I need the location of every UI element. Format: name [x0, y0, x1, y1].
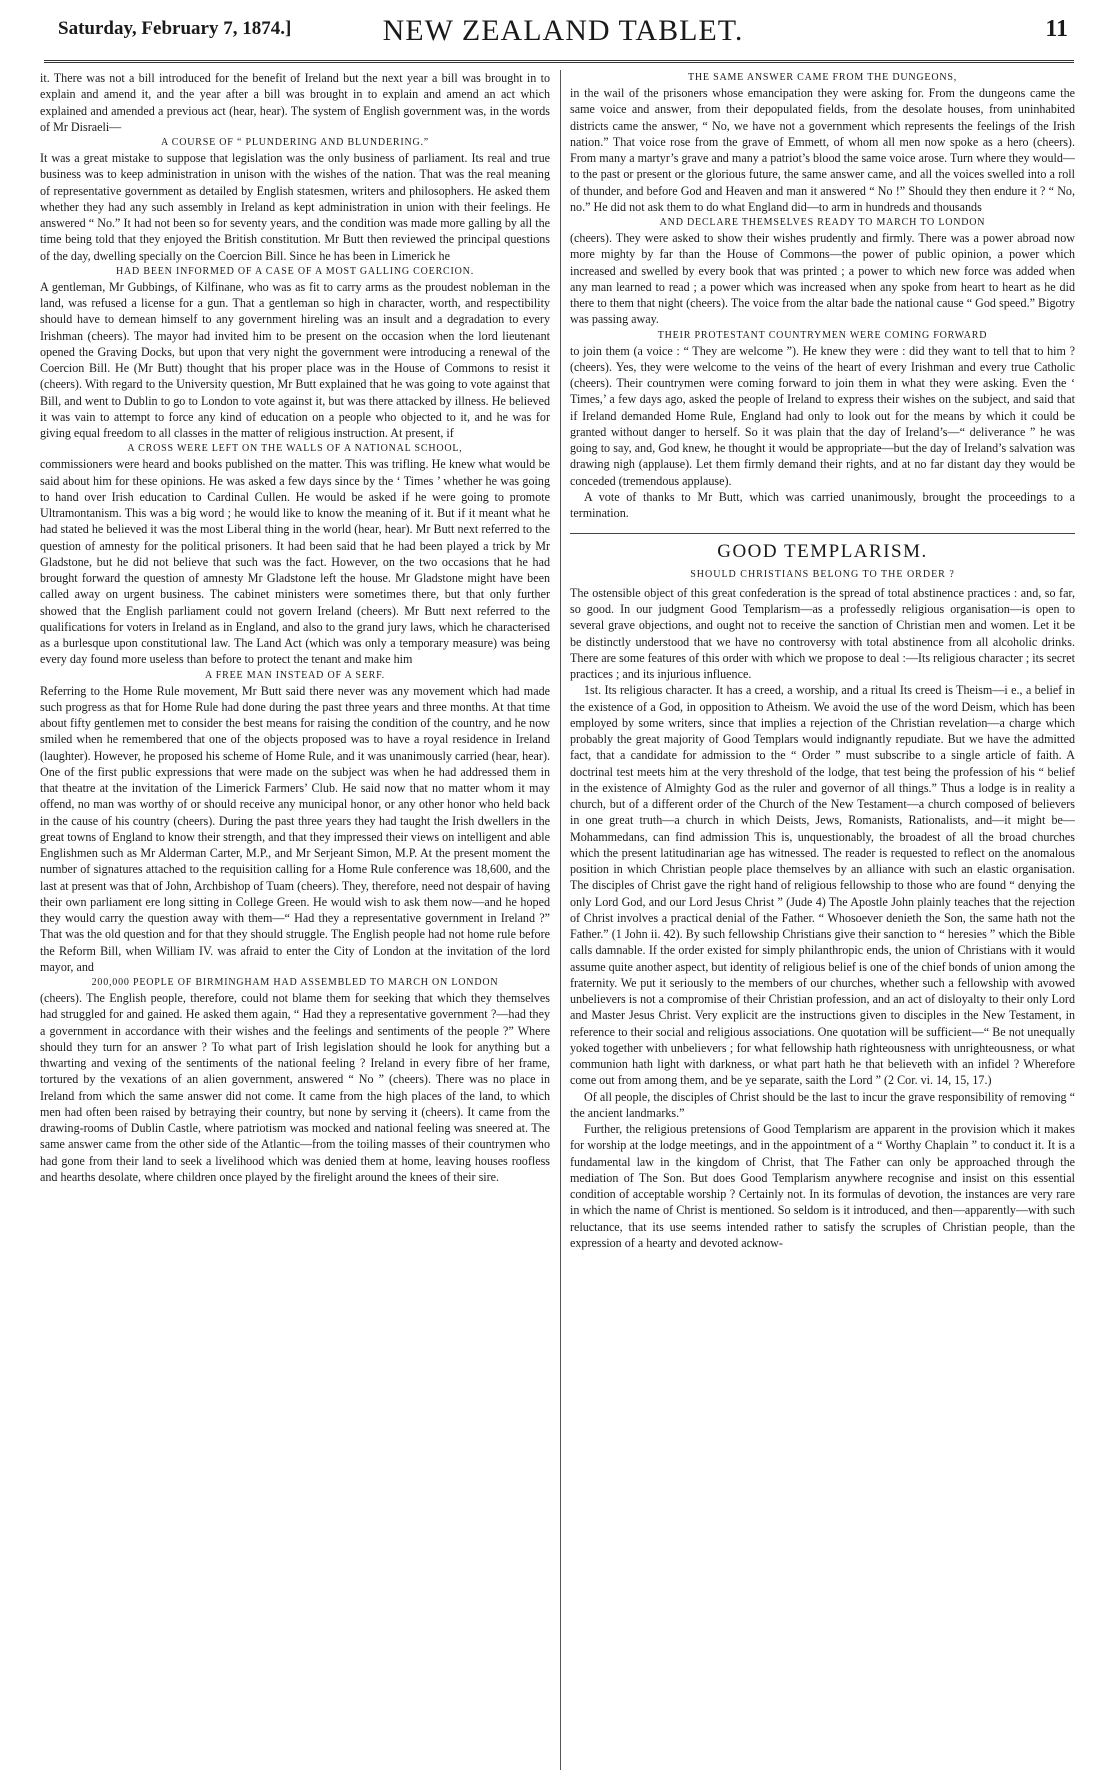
paragraph: A gentleman, Mr Gubbings, of Kilfinane, who was as fit to carry arms as the proudest nobleman in the land, was refused a license for a gun. That a gentleman so high in character, worth, and respectibility should have to demean himself to any government hireling was an insult and a degradation to every Irishman (cheers). The mayor had invited him to be present on the occasion when the lord lieutenant opened the Graving Docks, but upon that very night the government were introducing a renewal of the Coercion Bill. He (Mr Butt) thought that his proper place was in the House of Commons to resist it (cheers). With regard to the University question, Mr Butt explained that he was going to vote against that Bill, and went to Dublin to go to London to vote against it, but was there attacked by illness. He believed it was vain to attempt to force any kind of education on a people who objected to it, and he was for giving equal freedom to all classes in the matter of religious instruction. At present, if: [40, 279, 550, 440]
column-divider: [560, 70, 561, 1770]
paragraph: Further, the religious pretensions of Good Templarism are apparent in the provision which it makes for worship at the lodge meetings, and in the appointment of a “ Worthy Chaplain ” to conduct it. It is a fundamental law in the kingdom of Christ, that The Father can only be approached through the mediation of The Son. But does Good Templarism anywhere recognise and insist on this essential condition of acceptable worship ? Certainly not. In its formulas of devotion, the instances are very rare in which the name of Christ is mentioned. So seldom is it introduced, and then—apparently—with such reluctance, that its use seems intended rather to satisfy the scruples of Christian people, than the expression of a hearty and devoted acknow-: [570, 1122, 1075, 1250]
paragraph: commissioners were heard and books published on the matter. This was trifling. He knew what would be said about him for these opinions. He was asked a few days since by the ‘ Times ’ whether he was going to hand over Irish education to Cardinal Cullen. He would be asked if he were going to promote Ultramontanism. This was a big word ; he would like to know the meaning of it. But if it meant what he had stated he believed it was the most Liberal thing in the world (hear, hear). Mr Butt next referred to the question of amnesty for the political prisoners. It had been said that he had been played a trick by Mr Gladstone, but he did not believe that such was the fact. However, on the two occasions that he had brought forward the question of amnesty Mr Gladstone left the house. Mr Gladstone might have been called away on urgent business. The cabinet ministers were sometimes there, but that only further showed that the English parliament could not govern Ireland (cheers). Mr Butt next referred to the qualifications for voters in Ireland as in England, and also to the grand jury laws, which he characterised as a burlesque upon constitutional law. The Land Act (which was only a temporary measure) was being every day found more useless than before to protect the tenant and make him: [40, 457, 550, 667]
paragraph: it. There was not a bill introduced for the benefit of Ireland but the next year a bill was brought in to explain and amend it, and the year after a bill was brought in to explain and amend an act which explained and amended a previous act (hear, hear). The system of English government was, in the words of Mr Disraeli—: [40, 71, 550, 134]
left-column: [40, 70, 550, 1770]
section-subtitle: SHOULD CHRISTIANS BELONG TO THE ORDER ?: [690, 568, 955, 580]
masthead: [58, 14, 1068, 54]
paragraph: It was a great mistake to suppose that legislation was the only business of parliament. Its real and true business was to keep administration in unison with the wishes of the nation. That was the real meaning of representative government as detailed by English statesmen, writers and philosophers. He asked them whether they had any such assembly in Ireland as kept administration in union with their feelings. He answered “ No.” It had not been so for seventy years, and the condition was made more galling by all the time being told that they enjoyed the British constitution. Mr Butt then reviewed the principal questions of the day, dwelling specially on the Coercion Bill. Since he has been in Limerick he: [40, 151, 550, 263]
section-title: GOOD TEMPLARISM.: [570, 533, 1075, 560]
paragraph: Of all people, the disciples of Christ should be the last to incur the grave responsibility of removing “ the ancient landmarks.”: [570, 1089, 1075, 1120]
paragraph: (cheers). They were asked to show their wishes prudently and firmly. There was a power abroad now more mighty by far than the House of Commons—the power of public opinion, a power which increased and swelled by every book that was printed ; a power to which new force was added when any man learned to read ; a power which was increased when any spoke from heart to heart as he did there to them that night (cheers). The voice from the altar bade the national cause “ God speed.” Bigotry was passing away.: [570, 231, 1075, 327]
page-number: 11: [1045, 16, 1068, 42]
header-rule: [44, 60, 1074, 63]
paragraph: A vote of thanks to Mr Butt, which was carried unanimously, brought the proceedings to a termination.: [570, 489, 1075, 520]
subheading: A COURSE OF “ PLUNDERING AND BLUNDERING.”: [160, 137, 430, 148]
paragraph: Referring to the Home Rule movement, Mr Butt said there never was any movement which had made such progress as that for Home Rule had done during the past three years and three months. At that time about fifty gentlemen met to consider the best means for raising the condition of the country, and he now smiled when he remembered that one of the objects proposed was to have a royal residence in Ireland (laughter). However, he proposed his scheme of Home Rule, and it was unanimously carried (hear, hear). One of the first public expressions that were made on the subject was when he had addressed them in that theatre at the invitation of the Limerick Farmers’ Club. He said now that no matter whom it may offend, no man was worthy of or should receive any municipal honor, or any other honor who held back in the cause of his country (cheers). During the past three years they had taught the Irish dwellers in the great towns of England to know their strength, and that they impressed their views on intelligent and able Englishmen such as Mr Alderman Carter, M.P., and Mr Serjeant Simon, M.P. At the present moment the number of signatures attached to the requisition calling for a Home Rule conference was 18,600, and the last at present was that of John, Archbishop of Tuam (cheers). They, therefore, need not despair of having their own parliament ere long sitting in College Green. He would wish to ask them now—and he hoped they would carry the question away with them—“ Had they a representative government in Ireland ?” That was the old question and for that they should struggle. The English people had not home rule before the Reform Bill, when William IV. was afraid to enter the City of London at the invitation of the lord mayor, and: [40, 683, 550, 974]
right-column: [570, 70, 1075, 1770]
subheading: A CROSS WERE LEFT ON THE WALLS OF A NATIONAL SCHOOL,: [127, 443, 463, 455]
paragraph: The ostensible object of this great confederation is the spread of total abstinence practices : and, so far, so good. In our judgment Good Templarism—as a professedly religious organisation—is open to several grave objections, and ought not to receive the sanction of Christian men and women. Let it be be distinctly understood that we have no controversy with total abstinence from all alcoholic drinks. There are some features of this order with which we propose to deal :—Its religious character ; its secret practices ; and its injurious influence.: [570, 585, 1075, 681]
paragraph: 1st. Its religious character. It has a creed, a worship, and a ritual Its creed is Theism—i e., a belief in the existence of a God, in opposition to Atheism. We avoid the use of the word Deism, which has been employed by some writers, since that implies a rejection of the Christian revelation—a charge which probably the great majority of Good Templars would indignantly repudiate. But we have the admitted fact, that a candidate for admission to the “ Order ” must subscribe to a single article of faith. A doctrinal test meets him at the very threshold of the lodge, that test being the profession of his “ belief in the existence of Almighty God as the ruler and governor of all things.” Thus a lodge is in reality a church, but of a different order of the Church of the New Testament—a church composed of believers in one great truth—a church in which Deists, Jews, Romanists, Rationalists, and—it might be—Mohammedans, can find admission This is, unquestionably, the broadest of all the broad churches which the present latitudinarian age has witnessed. The reader is requested to reflect on the anomalous position in which Christian people place themselves by an alliance with such an elastic organisation. The disciples of Christ gave the right hand of religious fellowship to those who are found “ denying the only Lord God, and our Lord Jesus Christ ” (Jude 4) The Apostle John plainly teaches that the rejection of Christ involves a practical denial of the Father. “ Whosoever denieth the Son, the same hath not the Father.” (1 John ii. 42). By such fellowship Christians give their sanction to “ heresies ” which the Bible calls damnable. If the order existed for simply philanthropic ends, the union of Christians with it would assume quite another aspect, but identity of religious belief is one of the chief bonds of union among the fraternity. We put it seriously to the members of our churches, whether such a fellowship with avowed unbelievers is not a compromise of their Christian profession, and an act of disloyalty to their only Lord and Master Jesus Christ. Very explicit are the instructions given to disciples in the New Testament, in reference to their social and religious associations. One quotation will be sufficient—“ Be not unequally yoked together with unbelievers ; for what fellowship hath righteousness with unrighteousness, or what communion hath light with darkness, or what part hath he that believeth with an infidel ? Wherefore come out from among them, and be ye separate, saith the Lord ” (2 Cor. vi. 14, 15, 17.): [570, 683, 1075, 1088]
subheading: 200,000 PEOPLE OF BIRMINGHAM HAD ASSEMBLED TO MARCH ON LONDON: [91, 977, 499, 988]
subheading: A FREE MAN INSTEAD OF A SERF.: [205, 669, 385, 681]
paragraph: in the wail of the prisoners whose emancipation they were asking for. From the dungeons came the same voice and answer, from their depopulated fields, from the desolate houses, from uninhabited districts came the answer, “ No, we have not a government which represents the feelings of the Irish nation.” That voice rose from the grave of Emmett, of whom all men now spoke as a hero (cheers). From many a martyr’s grave and many a patriot’s blood the same voice arose. Turn where they would—to the past or present or the glorious future, the same answer came, and all the voices swelled into a roll of thunder, and before God and Heaven and man it answered “ No !” Should they then endure it ? “ No, no.” He did not ask them to do what England did—to arm in hundreds and thousands: [570, 86, 1075, 214]
subheading: THE SAME ANSWER CAME FROM THE DUNGEONS,: [687, 72, 958, 83]
subheading: AND DECLARE THEMSELVES READY TO MARCH TO LONDON: [659, 217, 986, 228]
subheading: HAD BEEN INFORMED OF A CASE OF A MOST GALLING COERCION.: [115, 265, 474, 277]
issue-date: Saturday, February 7, 1874.]: [58, 18, 292, 39]
paragraph: (cheers). The English people, therefore, could not blame them for seeking that which they themselves had struggled for and gained. He asked them again, “ Had they a representative government ?—had they a government in accordance with their wishes and the feelings and sentiments of the people ?” Where should they turn for an answer ? To what part of Irish legislation should he look for anything but a thwarting and vexing of the sentiments of the national feeling ? Ireland in every fibre of her frame, tortured by the vexations of an alien government, answered “ No ” (cheers). There was no place in Ireland from which the same answer did not come. It came from the high places of the land, to which men had often been raised by betraying their country, but none by serving it (cheers). It came from the drawing-rooms of Dublin Castle, where patriotism was mocked and national feeling was sneered at. The same answer came from the other side of the Atlantic—from the toiling masses of their countrymen who had gone from their land to seek a livelihood which was denied them at home, leaving houses roofless and hearths desolate, where children once played by the firelight around the knees of their sire.: [40, 991, 550, 1184]
paragraph: to join them (a voice : “ They are welcome ”). He knew they were : did they want to tell that to him ? (cheers). Yes, they were welcome to the veins of the heart of every Irishman and every true Catholic (cheers). Their countrymen were coming forward to join them in what they were asking. Even the ‘ Times,’ a few days ago, asked the people of Ireland to express their wishes on the subject, and said that if Ireland demanded Home Rule, England had only to look out for the means by which it could be granted without danger to herself. So it was plain that the day of Ireland’s—“ deliverance ” he was going to say, and, God knew, he thought it would be appropriate—but the day of Ireland’s salvation was drawing nigh (applause). Let them firmly demand their rights, and at no far distant day they would be conceded (tremendous applause).: [570, 343, 1075, 488]
subheading: THEIR PROTESTANT COUNTRYMEN WERE COMING FORWARD: [657, 329, 988, 341]
newspaper-title: NEW ZEALAND TABLET.: [382, 14, 744, 47]
